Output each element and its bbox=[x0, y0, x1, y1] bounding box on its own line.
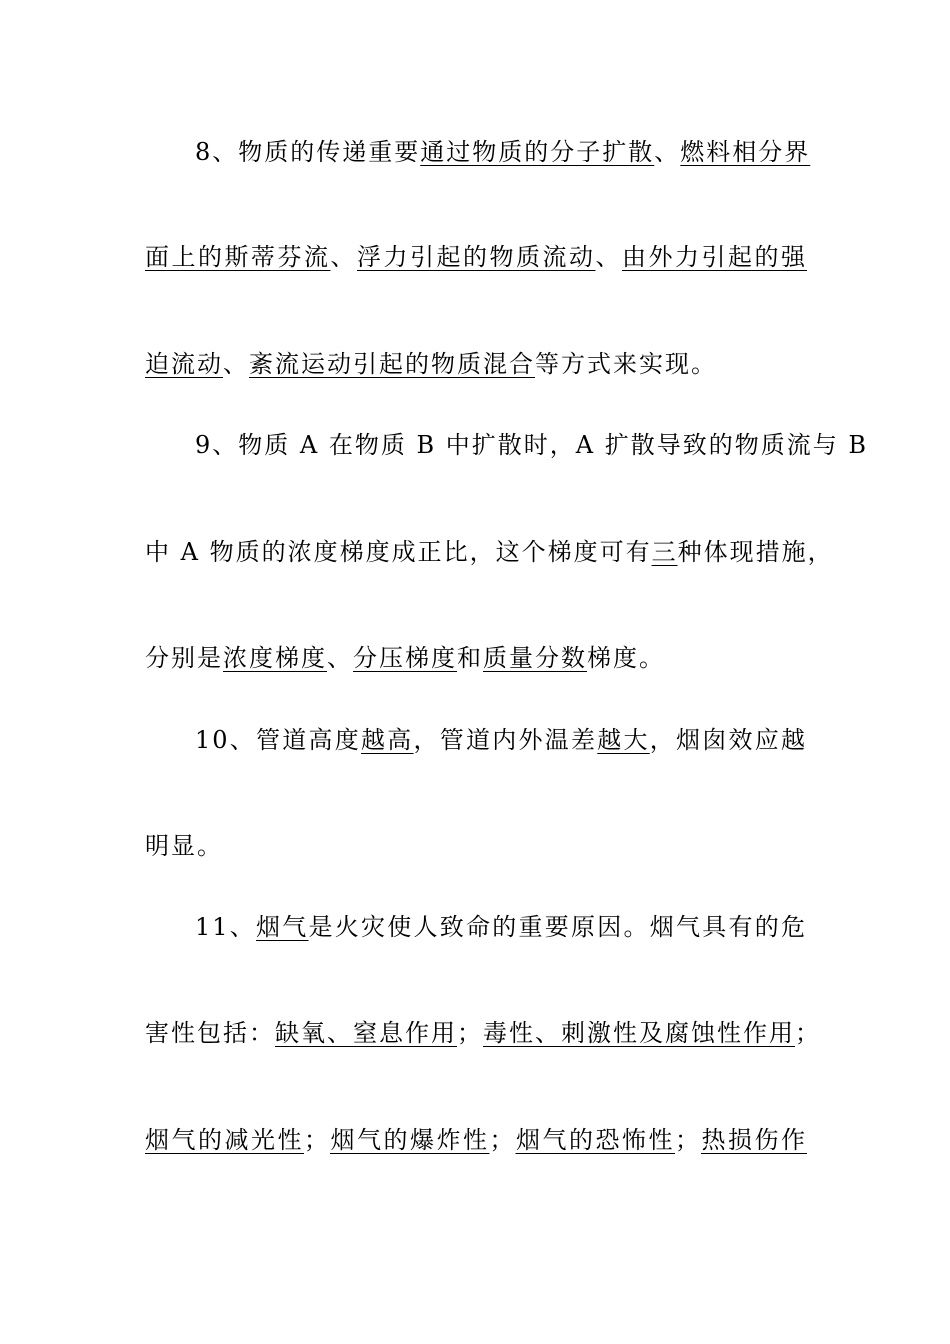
text-segment: 中 A 物质的浓度梯度成正比，这个梯度可有 bbox=[145, 538, 652, 566]
text-segment: ； bbox=[304, 1126, 330, 1154]
underlined-answer: 浮力引起的物质流动 bbox=[357, 243, 596, 271]
item-11-line-3 bbox=[145, 1123, 807, 1157]
item-9-line-2 bbox=[145, 535, 834, 569]
text-segment: ； bbox=[457, 1019, 483, 1047]
underlined-answer: 越大 bbox=[597, 726, 650, 754]
text-segment: 9、物质 A 在物质 B 中扩散时，A 扩散导致的物质流与 B bbox=[195, 431, 868, 459]
text-segment: 和 bbox=[457, 644, 483, 672]
underlined-answer: 毒性、刺激性及腐蚀性作用 bbox=[483, 1019, 795, 1047]
item-9-line-1 bbox=[195, 428, 868, 462]
underlined-answer: 烟气的恐怖性 bbox=[515, 1126, 675, 1154]
item-10-line-1 bbox=[195, 723, 807, 757]
text-segment: ，烟囱效应越 bbox=[649, 726, 808, 754]
underlined-answer: 烟气的减光性 bbox=[145, 1126, 304, 1154]
text-segment: 等方式来实现。 bbox=[535, 350, 717, 378]
item-11-line-1 bbox=[195, 910, 807, 944]
text-segment: 、 bbox=[595, 243, 622, 271]
text-segment: 害性包括： bbox=[145, 1019, 275, 1047]
underlined-answer: 质量分数 bbox=[483, 644, 587, 672]
text-segment: 8、物质的传递重要 bbox=[195, 138, 421, 166]
text-segment: 种体现措施， bbox=[677, 538, 834, 566]
underlined-answer: 由外力引起的强 bbox=[622, 243, 807, 271]
text-segment: ，管道内外温差 bbox=[413, 726, 598, 754]
item-11-line-2 bbox=[145, 1016, 821, 1050]
item-10-line-2 bbox=[145, 829, 223, 863]
text-segment: ； bbox=[675, 1126, 701, 1154]
text-segment: 是火灾使人致命的重要原因。烟气具有的危 bbox=[308, 913, 808, 941]
underlined-answer: 缺氧、窒息作用 bbox=[275, 1019, 457, 1047]
text-segment: ； bbox=[795, 1019, 821, 1047]
underlined-answer: 燃料相分界 bbox=[680, 138, 811, 166]
text-segment: 分别是 bbox=[145, 644, 223, 672]
text-segment: ； bbox=[489, 1126, 516, 1154]
underlined-answer: 越高 bbox=[361, 726, 414, 754]
text-segment: 梯度。 bbox=[587, 644, 665, 672]
underlined-answer: 紊流运动引起的物质混合 bbox=[249, 350, 535, 378]
text-segment: 、 bbox=[223, 350, 249, 378]
item-8-line-2 bbox=[145, 240, 807, 274]
text-segment: 10、管道高度 bbox=[195, 726, 362, 754]
underlined-answer: 烟气 bbox=[256, 913, 309, 941]
text-segment: 明显。 bbox=[145, 832, 223, 860]
underlined-answer: 面上的斯蒂芬流 bbox=[145, 243, 331, 271]
text-segment: 、 bbox=[330, 243, 357, 271]
underlined-answer: 三 bbox=[651, 538, 678, 566]
underlined-answer: 通过物质的分子扩散 bbox=[420, 138, 655, 166]
text-segment: 11、 bbox=[195, 913, 257, 941]
item-8-line-3 bbox=[145, 347, 717, 381]
item-9-line-3 bbox=[145, 641, 665, 675]
text-segment: 、 bbox=[654, 138, 681, 166]
underlined-answer: 迫流动 bbox=[145, 350, 223, 378]
underlined-answer: 浓度梯度 bbox=[223, 644, 327, 672]
underlined-answer: 分压梯度 bbox=[353, 644, 457, 672]
underlined-answer: 烟气的爆炸性 bbox=[330, 1126, 490, 1154]
text-segment: 、 bbox=[327, 644, 353, 672]
item-8-line-1 bbox=[195, 135, 811, 169]
underlined-answer: 热损伤作 bbox=[701, 1126, 807, 1154]
